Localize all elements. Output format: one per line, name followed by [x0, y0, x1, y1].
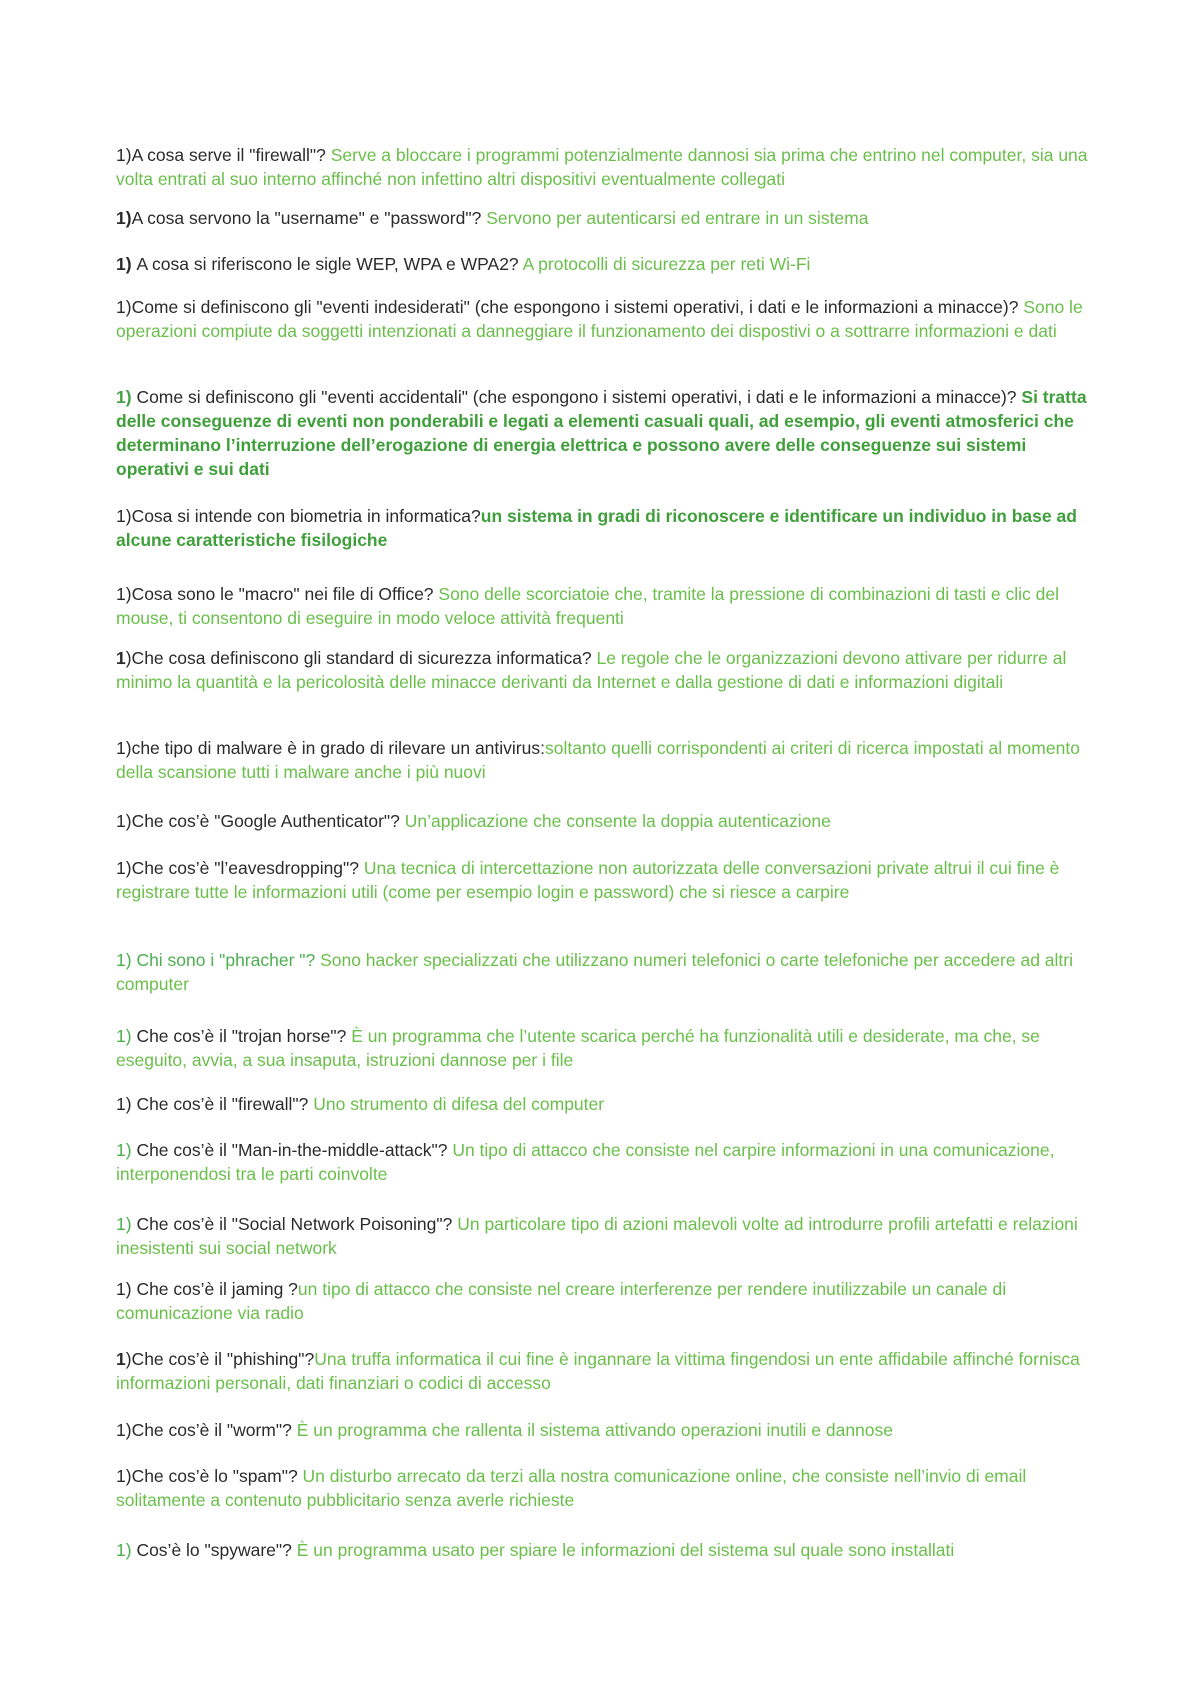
question-text: Che cos’è lo "spam"?	[131, 1466, 303, 1486]
question-text: )Che cos’è il "phishing"?	[125, 1349, 315, 1369]
item-number: 1)	[116, 1094, 137, 1114]
item-number: 1)	[116, 1214, 137, 1234]
question-text: Che cos’è "Google Authenticator"?	[131, 811, 405, 831]
question-text: A cosa servono la "username" e "password"?	[131, 208, 487, 228]
qa-item-3	[116, 252, 1088, 276]
item-number: 1)	[116, 950, 137, 970]
answer-text: Una truffa informatica il cui fine è ingannare la vittima fingendosi un ente affidabile affinché fornisca informazioni personali, dati finanziari o codici di accesso	[116, 1349, 1080, 1393]
answer-text: Servono per autenticarsi ed entrare in un sistema	[486, 208, 869, 228]
answer-text: È un programma che l’utente scarica perché ha funzionalità utili e desiderate, ma che, se eseguito, avvia, a sua insaputa, istruzioni dannose per i file	[116, 1026, 1040, 1070]
answer-text: Un tipo di attacco che consiste nel carpire informazioni in una comunicazione, interponendosi tra le parti coinvolte	[116, 1140, 1055, 1184]
question-text: )Che cosa definiscono gli standard di sicurezza informatica?	[125, 648, 597, 668]
qa-item-5	[116, 385, 1088, 481]
item-number: 1)	[116, 858, 132, 878]
question-text: Chi sono i "phracher "?	[136, 950, 321, 970]
qa-item-13	[116, 1024, 1088, 1072]
answer-text: soltanto quelli corrispondenti ai criteri di ricerca impostati al momento della scansione tutti i malware anche i più nuovi	[116, 738, 1080, 782]
item-number: 1	[116, 648, 126, 668]
item-number: 1)	[116, 1026, 137, 1046]
qa-item-18	[116, 1347, 1088, 1395]
item-number: 1)	[116, 254, 137, 274]
question-text: Che cos’è il "Man-in-the-middle-attack"?	[136, 1140, 453, 1160]
item-number: 1)	[116, 1466, 132, 1486]
answer-text: Serve a bloccare i programmi potenzialmente dannosi sia prima che entrino nel computer, sia una volta entrati al suo interno affinché non infettino altri dispositivi eventualmente collegati	[116, 145, 1088, 189]
item-number: 1)	[116, 1420, 132, 1440]
item-number: 1)	[116, 208, 132, 228]
qa-item-1	[116, 143, 1088, 191]
answer-text: Uno strumento di difesa del computer	[313, 1094, 605, 1114]
answer-text: A protocolli di sicurezza per reti Wi-Fi	[522, 254, 811, 274]
question-text: Che cos’è il "firewall"?	[136, 1094, 314, 1114]
qa-item-7	[116, 582, 1088, 630]
answer-text: un sistema in gradi di riconoscere e identificare un individuo in base ad alcune caratteristiche fisilogiche	[116, 506, 1077, 550]
qa-item-4	[116, 295, 1088, 343]
item-number: 1)	[116, 738, 132, 758]
answer-text: Un particolare tipo di azioni malevoli volte ad introdurre profili artefatti e relazioni inesistenti sui social network	[116, 1214, 1078, 1258]
answer-text: Un disturbo arrecato da terzi alla nostra comunicazione online, che consiste nell’invio di email solitamente a contenuto pubblicitario senza averle richieste	[116, 1466, 1027, 1510]
qa-item-20	[116, 1464, 1088, 1512]
qa-item-16	[116, 1212, 1088, 1260]
item-number: 1)	[116, 297, 132, 317]
item-number: 1	[116, 1349, 126, 1369]
item-number: 1)	[116, 506, 132, 526]
qa-item-10	[116, 809, 1088, 833]
answer-text: Sono hacker specializzati che utilizzano numeri telefonici o carte telefoniche per accedere ad altri computer	[116, 950, 1073, 994]
question-text: Cosa sono le "macro" nei file di Office?	[131, 584, 439, 604]
answer-text: Un’applicazione che consente la doppia autenticazione	[404, 811, 831, 831]
question-text: Cosa si intende con biometria in informatica?	[131, 506, 481, 526]
question-text: Che cos’è il "trojan horse"?	[136, 1026, 352, 1046]
item-number: 1)	[116, 584, 132, 604]
qa-item-15	[116, 1138, 1088, 1186]
question-text: che tipo di malware è in grado di rilevare un antivirus:	[131, 738, 545, 758]
question-text: Cos’è lo "spyware"?	[136, 1540, 297, 1560]
question-text: Come si definiscono gli "eventi indesiderati" (che espongono i sistemi operativi, i dati e le informazioni a minacce)?	[131, 297, 1024, 317]
qa-item-12	[116, 948, 1088, 996]
qa-item-2	[116, 206, 1088, 230]
answer-text: Si tratta delle conseguenze di eventi non ponderabili e legati a elementi casuali quali, ad esempio, gli eventi atmosferici che determinano l’interruzione dell’erogazione di energia elettrica e possono avere delle conseguenze sui sistemi operativi e sui dati	[116, 387, 1087, 479]
item-number: 1)	[116, 1540, 137, 1560]
answer-text: Sono delle scorciatoie che, tramite la pressione di combinazioni di tasti e clic del mouse, ti consentono di eseguire in modo veloce attività frequenti	[116, 584, 1059, 628]
qa-item-19	[116, 1418, 1088, 1442]
question-text: Che cos’è "l’eavesdropping"?	[131, 858, 364, 878]
qa-item-8	[116, 646, 1088, 694]
question-text: Come si definiscono gli "eventi accidentali" (che espongono i sistemi operativi, i dati e le informazioni a minacce)?	[136, 387, 1022, 407]
answer-text: un tipo di attacco che consiste nel creare interferenze per rendere inutilizzabile un canale di comunicazione via radio	[116, 1279, 1007, 1323]
question-text: A cosa si riferiscono le sigle WEP, WPA e WPA2?	[136, 254, 523, 274]
answer-text: Una tecnica di intercettazione non autorizzata delle conversazioni private altrui il cui fine è registrare tutte le informazioni utili (come per esempio login e password) che si riesce a carpire	[116, 858, 1060, 902]
item-number: 1)	[116, 811, 132, 831]
qa-item-11	[116, 856, 1088, 904]
qa-item-6	[116, 504, 1088, 552]
question-text: Che cos’è il "worm"?	[131, 1420, 297, 1440]
question-text: Che cos’è il jaming ?	[136, 1279, 298, 1299]
answer-text: Le regole che le organizzazioni devono attivare per ridurre al minimo la quantità e la pericolosità delle minacce derivanti da Internet e dalla gestione di dati e informazioni digitali	[116, 648, 1067, 692]
question-text: Che cos’è il "Social Network Poisoning"?	[136, 1214, 458, 1234]
qa-item-14	[116, 1092, 1088, 1116]
answer-text: Sono le operazioni compiute da soggetti intenzionati a danneggiare il funzionamento dei dispostivi o a sottrarre informazioni e dati	[116, 297, 1083, 341]
answer-text: È un programma usato per spiare le informazioni del sistema sul quale sono installati	[296, 1540, 955, 1560]
answer-text: È un programma che rallenta il sistema attivando operazioni inutili e dannose	[296, 1420, 893, 1440]
item-number: 1)	[116, 1279, 137, 1299]
qa-item-9	[116, 736, 1088, 784]
item-number: 1)	[116, 1140, 137, 1160]
question-text: A cosa serve il "firewall"?	[131, 145, 331, 165]
item-number: 1)	[116, 387, 137, 407]
item-number: 1)	[116, 145, 132, 165]
qa-item-21	[116, 1538, 1106, 1562]
qa-item-17	[116, 1277, 1088, 1325]
